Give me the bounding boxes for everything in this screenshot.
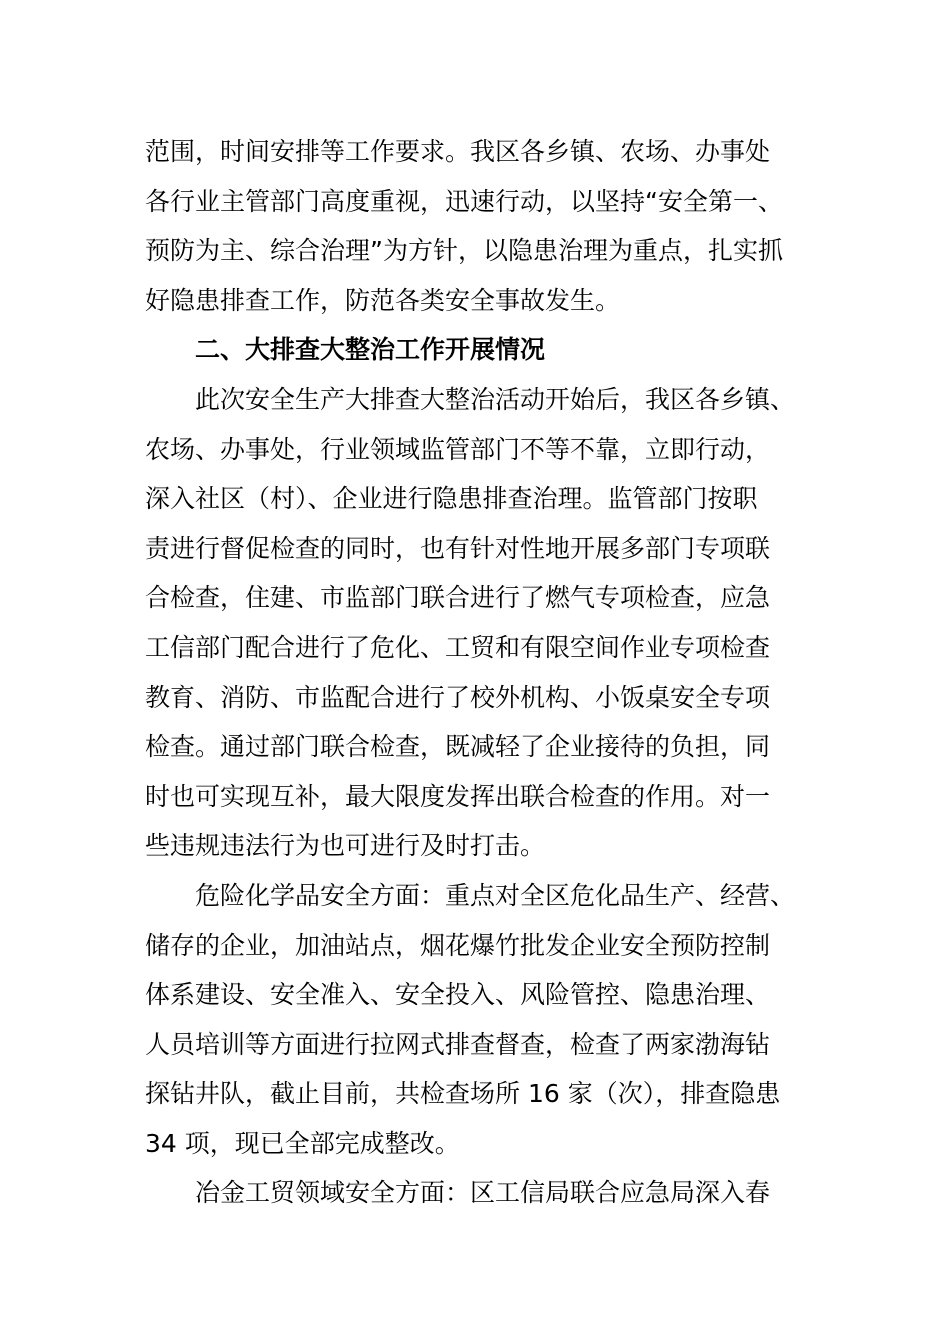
text-line: 责进行督促检查的同时，也有针对性地开展多部门专项联 <box>145 533 771 563</box>
text-line: 好隐患排查工作，防范各类安全事故发生。 <box>145 285 621 315</box>
text-line: 合检查，住建、市监部门联合进行了燃气专项检查，应急 <box>145 583 771 613</box>
text-line: 些违规违法行为也可进行及时打击。 <box>145 831 546 861</box>
text-line: 农场、办事处，行业领域监管部门不等不靠，立即行动， <box>145 434 771 464</box>
text-line: 范围，时间安排等工作要求。我区各乡镇、农场、办事处 <box>145 137 771 166</box>
text-line: 储存的企业，加油站点，烟花爆竹批发企业安全预防控制 <box>145 930 771 960</box>
section-heading: 二、大排查大整治工作开展情况 <box>195 335 546 365</box>
text-line: 此次安全生产大排查大整治活动开始后，我区各乡镇、 <box>195 384 796 414</box>
text-line: 34 项，现已全部完成整改。 <box>145 1128 460 1158</box>
text-line: 各行业主管部门高度重视，迅速行动，以坚持“安全第一、 <box>145 186 783 216</box>
text-line: 教育、消防、市监配合进行了校外机构、小饭桌安全专项 <box>145 682 771 712</box>
text-line: 冶金工贸领域安全方面：区工信局联合应急局深入春 <box>195 1178 771 1208</box>
text-line: 时也可实现互补，最大限度发挥出联合检查的作用。对一 <box>145 781 771 811</box>
document-body <box>145 127 810 1218</box>
text-line: 预防为主、综合治理”为方针，以隐患治理为重点，扎实抓 <box>145 236 783 266</box>
text-line: 体系建设、安全准入、安全投入、风险管控、隐患治理、 <box>145 980 771 1010</box>
text-line: 工信部门配合进行了危化、工贸和有限空间作业专项检查 <box>145 632 771 662</box>
text-line: 人员培训等方面进行拉网式排查督查，检查了两家渤海钻 <box>145 1029 771 1059</box>
text-line: 危险化学品安全方面：重点对全区危化品生产、经营、 <box>195 880 796 910</box>
text-line: 探钻井队，截止目前，共检查场所 16 家（次），排查隐患 <box>145 1079 781 1109</box>
text-line: 检查。通过部门联合检查，既减轻了企业接待的负担，同 <box>145 732 771 762</box>
text-line: 深入社区（村）、企业进行隐患排查治理。监管部门按职 <box>145 484 758 514</box>
